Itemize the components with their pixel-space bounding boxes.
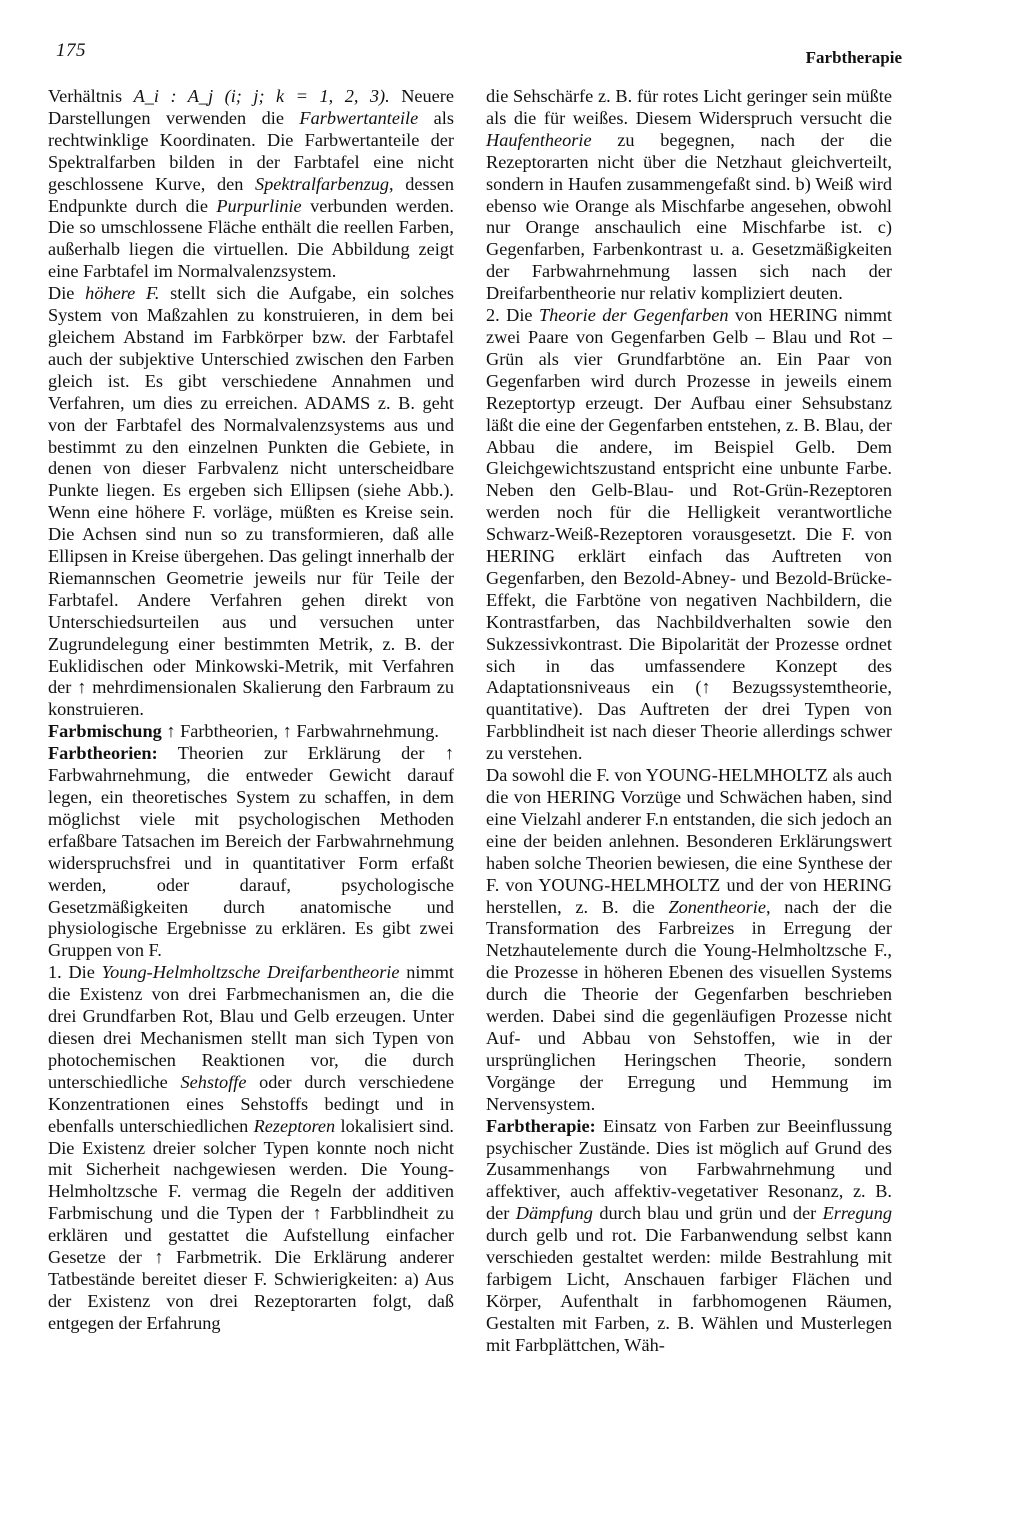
text-run: Neuere Darstellungen verwenden die [48,86,454,128]
paragraph [486,305,892,765]
text-run: Einsatz von Farben zur Beeinflussung psychischer Zustände. Dies ist möglich auf Grund des Zusammenhangs von Farbwahrnehmung und affektiver, auch affektiv-vegetativer Resonanz, z. B. der [486,1115,892,1224]
text-run: 1. Die [48,962,102,983]
italic-term: Sehstoffe [180,1071,247,1092]
paragraph [486,765,892,1116]
text-run: Da sowohl die F. von YOUNG-HELMHOLTZ als auch die von HERING Vorzüge und Schwächen haben, sind eine Vielzahl anderer F.n entstanden, die sich jedoch an eine der beiden anlehnen. Besonderen Erklärungswert haben solche Theorien bewiesen, die eine Synthese der F. von YOUNG-HELMHOLTZ und der von HERING herstellen, z. B. die [486,765,892,917]
italic-term: Theorie der Gegenfarben [538,305,729,326]
text-run: lokalisiert sind. Die Existenz dreier solcher Typen konnte noch nicht mit Sicherheit nachgewiesen werden. Die Young-Helmholtzsche F. vermag die Regeln der additiven Farbmischung und die Typen der ↑ Farbblindheit zu erklären und gestattet die Aufstellung einfacher Gesetze der ↑ Farbmetrik. Die Erklärung anderer Tatbestände bereitet dieser F. Schwierigkeiten: a) Aus der Existenz von drei Rezeptorarten folgt, daß entgegen der Erfahrung [48,1115,455,1333]
text-run: von HERING nimmt zwei Paare von Gegenfarben Gelb – Blau und Rot – Grün als vier Grundfarbtöne an. Ein Paar von Gegenfarben wird durch Prozesse in jeweils einem Rezeptortyp erzeugt. Der Aufbau einer Sehsubstanz läßt die eine der Gegenfarben entstehen, z. B. Blau, der Abbau die andere, im Beispiel Gelb. Dem Gleichgewichtszustand entspricht eine unbunte Farbe. Neben den Gelb-Blau- und Rot-Grün-Rezeptoren werden noch für die Helligkeit verantwortliche Schwarz-Weiß-Rezeptoren vorausgesetzt. Die F. von HERING erklärt einfach das Auftreten von Gegenfarben, den Bezold-Abney- und Bezold-Brücke-Effekt, die Farbtöne von negativen Nachbildern, die Kontrastfarben, das Nachbildverhalten sowie den Sukzessivkontrast. Die Bipolarität der Prozesse ordnet sich in das umfassendere Konzept des Adaptationsniveaus ein (↑ Bezugssystemtheorie, quantitative). Das Auftreten der drei Typen von Farbblindheit ist nach dieser Theorie allerdings schwer zu verstehen. [486,305,892,764]
text-run: verbunden werden. Die so umschlossene Fläche enthält die reellen Farben, außerhalb liegen die virtuellen. Die Abbildung zeigt eine Farbtafel im Normalvalenzsystem. [48,195,454,282]
italic-term: Rezeptoren [253,1115,336,1136]
italic-term: Erregung [822,1203,892,1224]
entry-farbtheorien [48,743,454,962]
formula: A_i : A_j (i; j; k = 1, 2, 3). [133,86,390,106]
text-run: durch blau und grün und der [592,1203,823,1224]
italic-term: Dämpfung [515,1203,593,1224]
entry-farbtherapie [486,1116,892,1357]
paragraph [48,86,454,283]
italic-term: Haufentheorie [486,129,592,150]
text-run: , nach der die Transformation des Farbreizes in Erregung der Netzhautelemente durch die Young-Helmholtzsche F., die Prozesse in höheren Ebenen des visuellen Systems durch die Theorie der Gegenfarben beschrieben werden. Dabei sind die gegenläufigen Prozesse nicht Auf- und Abbau von Sehstoffen, wie in der ursprünglichen Heringschen Theorie, sondern Vorgänge der Erregung und Hemmung im Nervensystem. [486,896,893,1114]
paragraph [48,283,454,721]
italic-term: Young-Helmholtzsche Dreifarbentheorie [101,962,400,983]
text-run: , dessen Endpunkte durch die [48,173,454,216]
text-run: als rechtwinklige Koordinaten. Die Farbwertanteile der Spektralfarben bilden in der Farbtafel eine nicht geschlossene Kurve, den [48,107,454,194]
text-run: stellt sich die Aufgabe, ein solches System von Maßzahlen zu konstruieren, in dem bei gleichem Abstand im Farbkörper bzw. der Farbtafel auch der subjektive Unterschied zwischen den Farben gleich ist. Es gibt verschiedene Annahmen und Verfahren, um dies zu erreichen. ADAMS z. B. geht von der Farbtafel des Normalvalenzsystems aus und bestimmt zu den einzelnen Punkten die Gebiete, in denen von dieser Farbvalenz nicht unterscheidbare Punkte liegen. Es ergeben sich Ellipsen (siehe Abb.). Wenn eine höhere F. vorläge, müßten es Kreise sein. Die Achsen sind nun so zu transformieren, daß alle Ellipsen in Kreise übergehen. Das gelingt innerhalb der Riemannschen Geometrie jeweils nur für Teile der Farbtafel. Andere Verfahren gehen direkt von Unterschiedsurteilen aus und versuchen unter Zugrundelegung einer bestimmten Metrik, z. B. der Euklidischen oder Minkowski-Metrik, mit Verfahren der ↑ mehrdimensionalen Skalierung den Farbraum zu konstruieren. [48,283,454,720]
italic-term: Spektralfarbenzug [254,173,390,194]
text-run: zu begegnen, nach der die Rezeptorarten nicht über die Netzhaut gleichverteilt, sondern in Haufen zusammengefaßt sind. b) Weiß wird ebenso wie Orange als Mischfarbe angesehen, obwohl nur Orange anschaulich eine Mischfarbe ist. c) Gegenfarben, Farbenkontrast u. a. Gesetzmäßigkeiten der Farbwahrnehmung lassen sich nach der Dreifarbentheorie nur relativ kompliziert deuten. [486,129,892,304]
entry-headword: Farbmischung [48,721,162,742]
italic-term: Purpurlinie [216,195,302,216]
paragraph [48,962,454,1334]
entry-headword: Farbtherapie: [486,1115,596,1136]
text-run: Verhältnis [48,86,134,106]
italic-term: Zonentheorie [668,896,766,917]
entry-headword: Farbtheorien: [48,743,158,764]
right-column [486,86,892,1357]
left-column [48,86,454,1335]
running-head: Farbtherapie [805,48,902,67]
text-run: Die [48,283,86,304]
italic-term: Farbwertanteile [299,107,419,128]
entry-farbmischung [48,721,454,743]
italic-term: höhere F. [85,283,160,304]
text-run: die Sehschärfe z. B. für rotes Licht geringer sein müßte als die für weißes. Diesem Widerspruch versucht die [486,86,892,128]
text-run: Theorien zur Erklärung der ↑ Farbwahrnehmung, die entweder Gewicht darauf legen, ein theoretisches System zu schaffen, in dem möglichst viele mit psychologischen Methoden erfaßbare Tatsachen im Bereich der Farbwahrnehmung widerspruchsfrei und in quantitativer Form erfaßt werden, oder darauf, psychologische Gesetzmäßigkeiten durch anatomische und physiologische Ergebnisse zu erklären. Es gibt zwei Gruppen von F. [48,743,454,961]
paragraph [486,86,892,305]
text-run: nimmt die Existenz von drei Farbmechanismen an, die die drei Grundfarben Rot, Blau und Gelb erzeugen. Unter diesen drei Mechanismen stellt man sich Typen von photochemischen Reaktionen vor, die durch unterschiedliche [48,962,454,1092]
text-run: durch gelb und rot. Die Farbanwendung selbst kann verschieden gestaltet werden: milde Bestrahlung mit farbigem Licht, Anschauen farbiger Flächen und Körper, Aufenthalt in farbhomogenen Räumen, Gestalten mit Farben, z. B. Wählen und Musterlegen mit Farbplättchen, Wäh- [486,1225,892,1355]
text-run: ↑ Farbtheorien, ↑ Farbwahrnehmung. [161,721,439,742]
page-number: 175 [56,40,86,61]
text-run: 2. Die [486,305,539,326]
text-run: oder durch verschiedene Konzentrationen eines Sehstoffs bedingt und in ebenfalls unterschiedlichen [48,1071,454,1136]
